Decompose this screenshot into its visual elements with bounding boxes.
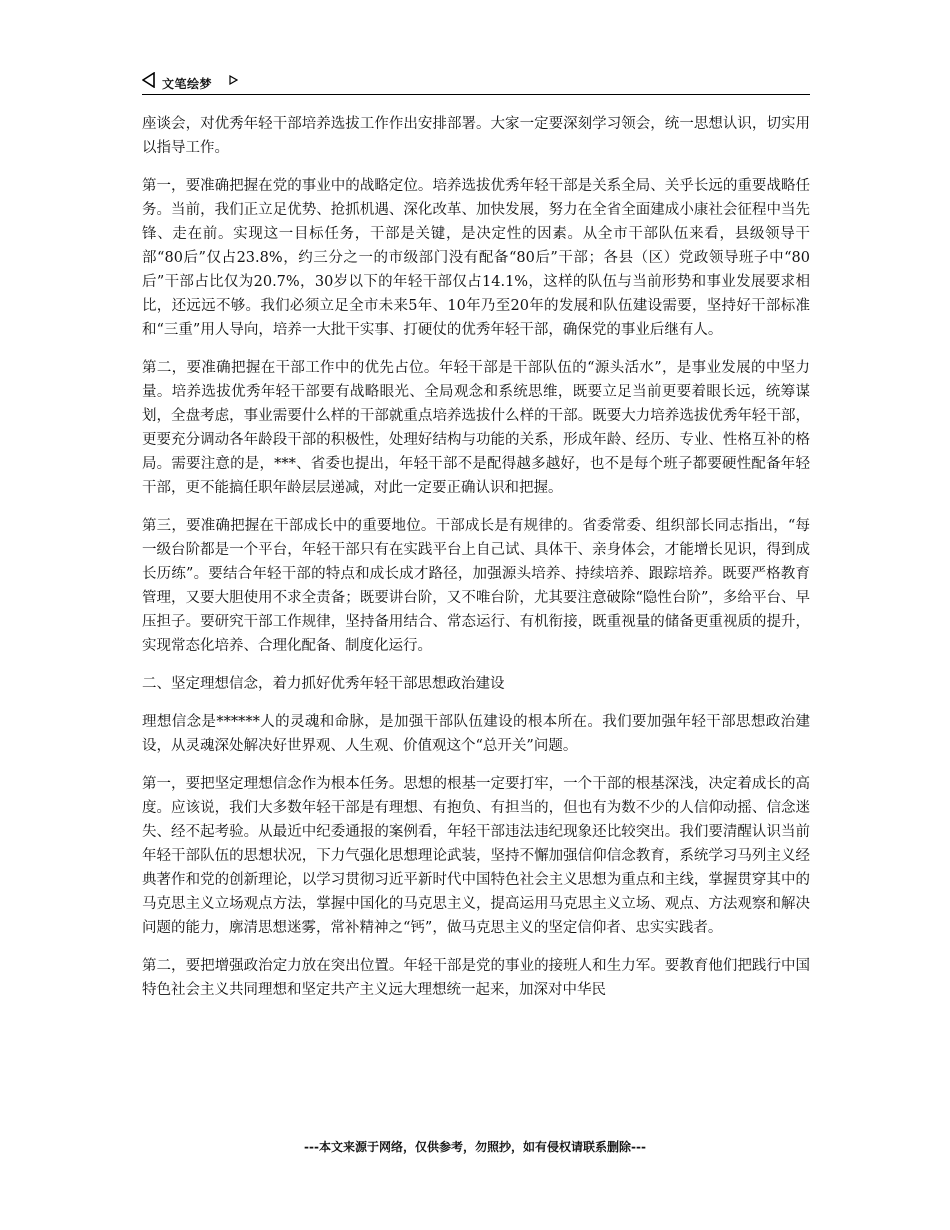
- section-heading: 二、坚定理想信念，着力抓好优秀年轻干部思想政治建设: [142, 676, 505, 692]
- footer-disclaimer: ---本文来源于网络，仅供参考，勿照抄，如有侵权请联系删除---: [304, 1140, 646, 1154]
- page-header: [142, 72, 810, 95]
- paragraph: 第一，要把坚定理想信念作为根本任务。思想的根基一定要打牢，一个干部的根基深浅，决定着成长的高度。应该说，我们大多数年轻干部是有理想、有抱负、有担当的，但也有为数不少的人信仰动摇、信念迷失、经不起考验。从最近中纪委通报的案例看，年轻干部违法违纪现象还比较突出。我们要清醒认识当前年轻干部队伍的思想状况，下力气强化思想理论武装，坚持不懈加强信仰信念教育，系统学习马列主义经典著作和党的创新理论，以学习贯彻习近平新时代中国特色社会主义思想为重点和主线，掌握贯穿其中的马克思主义立场观点方法，掌握中国化的马克思主义，提高运用马克思主义立场、观点、方法观察和解决问题的能力，廓清思想迷雾，常补精神之“钙”，做马克思主义的坚定信仰者、忠实实践者。: [142, 776, 810, 936]
- paragraph: 座谈会，对优秀年轻干部培养选拔工作作出安排部署。大家一定要深刻学习领会，统一思想认识，切实用以指导工作。: [142, 116, 810, 156]
- paragraph: 第二，要把增强政治定力放在突出位置。年轻干部是党的事业的接班人和生力军。要教育他们把践行中国特色社会主义共同理想和坚定共产主义远大理想统一起来，加深对中华民: [142, 958, 810, 998]
- paragraph: 理想信念是******人的灵魂和命脉，是加强干部队伍建设的根本所在。我们要加强年轻干部思想政治建设，从灵魂深处解决好世界观、人生观、价值观这个“总开关”问题。: [142, 714, 810, 754]
- paragraph: 第二，要准确把握在干部工作中的优先占位。年轻干部是干部队伍的“源头活水”，是事业发展的中坚力量。培养选拔优秀年轻干部要有战略眼光、全局观念和系统思维，既要立足当前更要着眼长远，统筹谋划，全盘考虑，事业需要什么样的干部就重点培养选拔什么样的干部。既要大力培养选拔优秀年轻干部，更要充分调动各年龄段干部的积极性，处理好结构与功能的关系，形成年龄、经历、专业、性格互补的格局。需要注意的是，***、省委也提出，年轻干部不是配得越多越好，也不是每个班子都要硬性配备年轻干部，更不能搞任职年龄层层递减，对此一定要正确认识和把握。: [142, 360, 810, 496]
- brand-name: 文笔绘梦: [162, 77, 213, 91]
- document-body: [142, 112, 810, 1016]
- forward-arrow-icon[interactable]: [229, 75, 238, 85]
- back-arrow-icon[interactable]: [142, 72, 156, 88]
- paragraph: 第三，要准确把握在干部成长中的重要地位。干部成长是有规律的。省委常委、组织部长同志指出，“每一级台阶都是一个平台，年轻干部只有在实践平台上自己试、具体干、亲身体会，才能增长见识，得到成长历练”。要结合年轻干部的特点和成长成才路径，加强源头培养、持续培养、跟踪培养。既要严格教育管理，又要大胆使用不求全责备；既要讲台阶，又不唯台阶，尤其要注意破除“隐性台阶”，多给平台、早压担子。要研究干部工作规律，坚持备用结合、常态运行、有机衔接，既重视量的储备更重视质的提升，实现常态化培养、合理化配备、制度化运行。: [142, 518, 810, 654]
- paragraph: 第一，要准确把握在党的事业中的战略定位。培养选拔优秀年轻干部是关系全局、关乎长远的重要战略任务。当前，我们正立足优势、抢抓机遇、深化改革、加快发展，努力在全省全面建成小康社会征程中当先锋、走在前。实现这一目标任务，干部是关键，是决定性的因素。从全市干部队伍来看，县级领导干部“80后”仅占23.8%，约三分之一的市级部门没有配备“80后”干部；各县（区）党政领导班子中“80后”干部占比仅为20.7%，30岁以下的年轻干部仅占14.1%，这样的队伍与当前形势和事业发展要求相比，还远远不够。我们必须立足全市未来5年、10年乃至20年的发展和队伍建设需要，坚持好干部标准和“三重”用人导向，培养一大批干实事、打硬仗的优秀年轻干部，确保党的事业后继有人。: [142, 178, 810, 338]
